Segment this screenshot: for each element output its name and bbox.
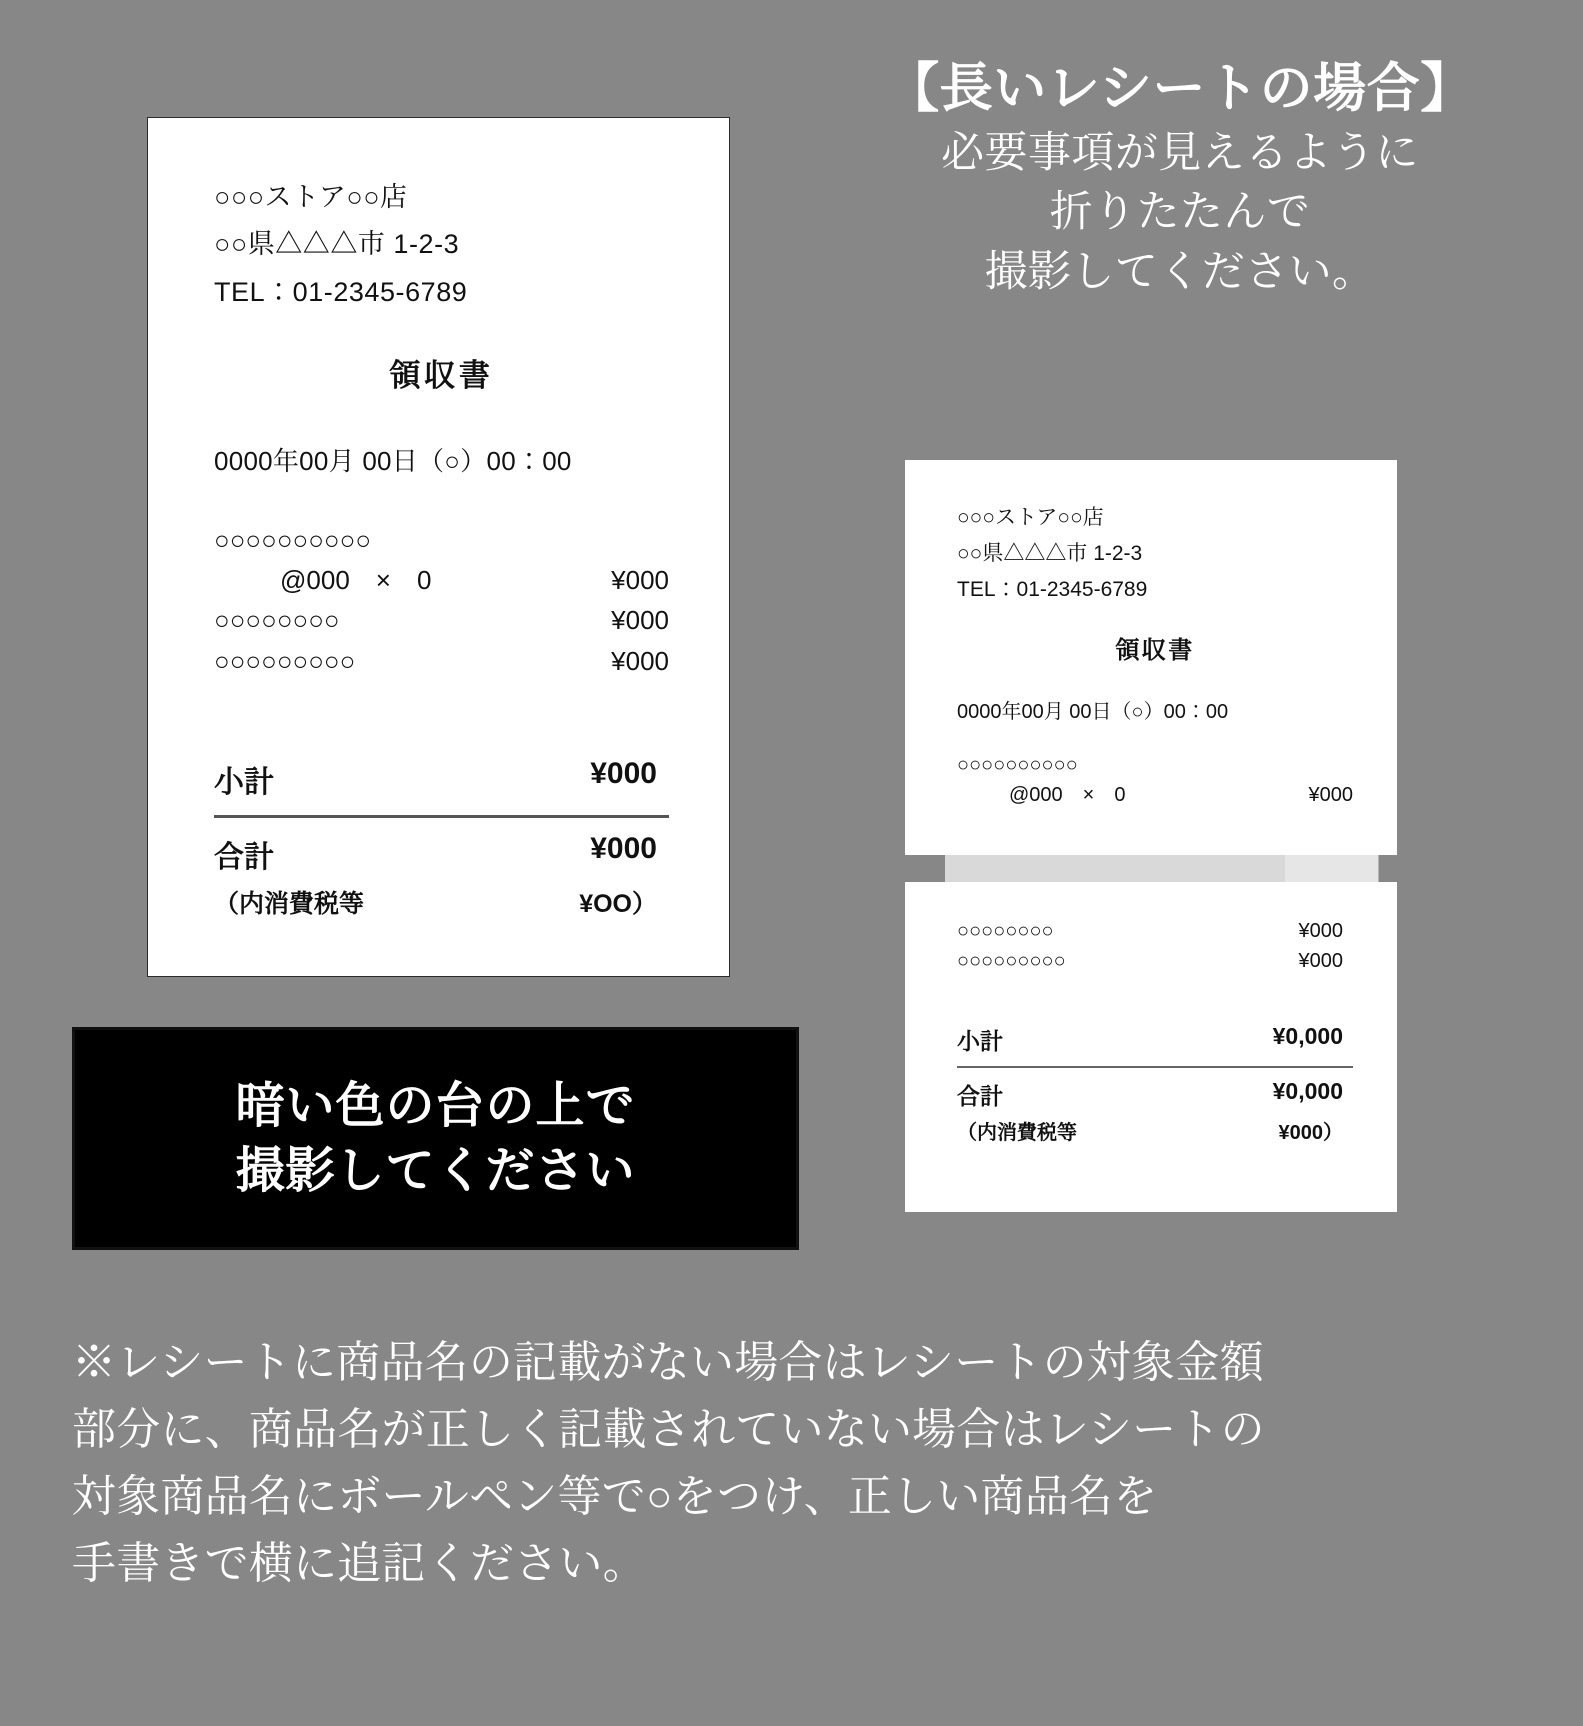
store-tel: TEL：01-2345-6789 xyxy=(214,276,468,307)
folded-receipt-illustration xyxy=(905,460,1525,1300)
total-amount: ¥000 xyxy=(590,831,657,865)
receipt-item-row xyxy=(214,600,669,640)
total-label: 合計 xyxy=(214,840,274,874)
subtotal-row xyxy=(957,1020,1353,1068)
tax-row xyxy=(214,882,669,920)
store-address: ○○県△△△市 1-2-3 xyxy=(214,229,460,260)
store-name: ○○○ストア○○店 xyxy=(957,506,1104,529)
receipt-datetime: 0000年00月 00日（○）00：00 xyxy=(214,445,572,476)
subtotal-row xyxy=(214,753,669,818)
folded-receipt-top-card xyxy=(905,460,1397,855)
item-name: ○○○○○○○○○ xyxy=(214,645,356,676)
receipt-item-row xyxy=(957,780,1353,810)
main-receipt-card xyxy=(147,117,730,977)
receipt-totals xyxy=(214,753,669,920)
dark-surface-instruction-banner xyxy=(72,1027,799,1250)
total-row xyxy=(957,1068,1353,1116)
subtotal-amount: ¥0,000 xyxy=(1272,1023,1343,1049)
item-amount: ¥000 xyxy=(611,645,669,676)
footnote-line-3: 対象商品名にボールペン等で○をつけ、正しい商品名を xyxy=(72,1471,1158,1521)
subtotal-label: 小計 xyxy=(214,765,274,799)
item-name: ○○○○○○○○ xyxy=(957,920,1054,942)
folded-receipt-bottom-card xyxy=(905,882,1397,1212)
store-tel: TEL：01-2345-6789 xyxy=(957,578,1148,602)
total-label: 合計 xyxy=(957,1083,1003,1109)
receipt-item-list xyxy=(214,520,669,681)
receipt-item-row xyxy=(957,750,1353,780)
item-amount: ¥000 xyxy=(1308,784,1353,807)
receipt-item-row xyxy=(957,916,1353,946)
tax-label: （内消費税等 xyxy=(214,889,365,918)
folded-receipt-item-list xyxy=(957,750,1353,810)
subtotal-amount: ¥000 xyxy=(590,756,657,790)
receipt-item-row xyxy=(957,946,1353,976)
item-amount: ¥000 xyxy=(1298,950,1343,972)
tax-amount: ¥000） xyxy=(1278,1122,1343,1144)
store-name: ○○○ストア○○店 xyxy=(214,182,408,212)
footnote-block xyxy=(72,1330,1542,1598)
folded-receipt-bottom-body xyxy=(905,882,1397,1145)
item-detail: @000 × 0 xyxy=(280,565,432,596)
banner-line-1: 暗い色の台の上で xyxy=(235,1078,636,1133)
long-receipt-title: 【長いレシートの場合】 xyxy=(886,59,1474,118)
total-amount: ¥0,000 xyxy=(1272,1078,1343,1104)
long-receipt-line-1: 必要事項が見えるように xyxy=(941,128,1419,177)
footnote-line-4: 手書きで横に追記ください。 xyxy=(72,1538,647,1588)
long-receipt-line-3: 撮影してください。 xyxy=(984,247,1376,296)
receipt-title: 領収書 xyxy=(1115,637,1195,665)
footnote-line-2: 部分に、商品名が正しく記載されていない場合はレシートの xyxy=(72,1404,1265,1454)
folded-receipt-totals xyxy=(957,1020,1353,1145)
receipt-item-row xyxy=(214,641,669,681)
item-name: ○○○○○○○○○○ xyxy=(957,754,1078,777)
long-receipt-line-2: 折りたたんで xyxy=(1049,188,1311,237)
long-receipt-heading-block xyxy=(790,55,1570,302)
item-amount: ¥000 xyxy=(611,565,669,596)
tax-row xyxy=(957,1116,1353,1145)
receipt-title: 領収書 xyxy=(389,357,494,393)
total-row xyxy=(214,818,669,882)
banner-line-2: 撮影してください xyxy=(235,1143,636,1198)
main-receipt-body xyxy=(148,118,729,920)
folded-receipt-top-body xyxy=(905,460,1397,810)
subtotal-label: 小計 xyxy=(957,1028,1003,1054)
item-detail: @000 × 0 xyxy=(1009,784,1126,807)
item-amount: ¥000 xyxy=(611,605,669,636)
item-name: ○○○○○○○○○○ xyxy=(214,524,372,555)
item-amount: ¥000 xyxy=(1298,920,1343,942)
item-name: ○○○○○○○○○ xyxy=(957,950,1066,972)
tax-amount: ¥OO） xyxy=(579,889,657,918)
tax-label: （内消費税等 xyxy=(957,1122,1077,1144)
receipt-datetime: 0000年00月 00日（○）00：00 xyxy=(957,701,1229,724)
receipt-item-row xyxy=(214,520,669,560)
footnote-line-1: ※レシートに商品名の記載がない場合はレシートの対象金額 xyxy=(72,1338,1264,1387)
store-address: ○○県△△△市 1-2-3 xyxy=(957,542,1143,566)
receipt-item-row xyxy=(214,560,669,600)
item-name: ○○○○○○○○ xyxy=(214,605,340,636)
